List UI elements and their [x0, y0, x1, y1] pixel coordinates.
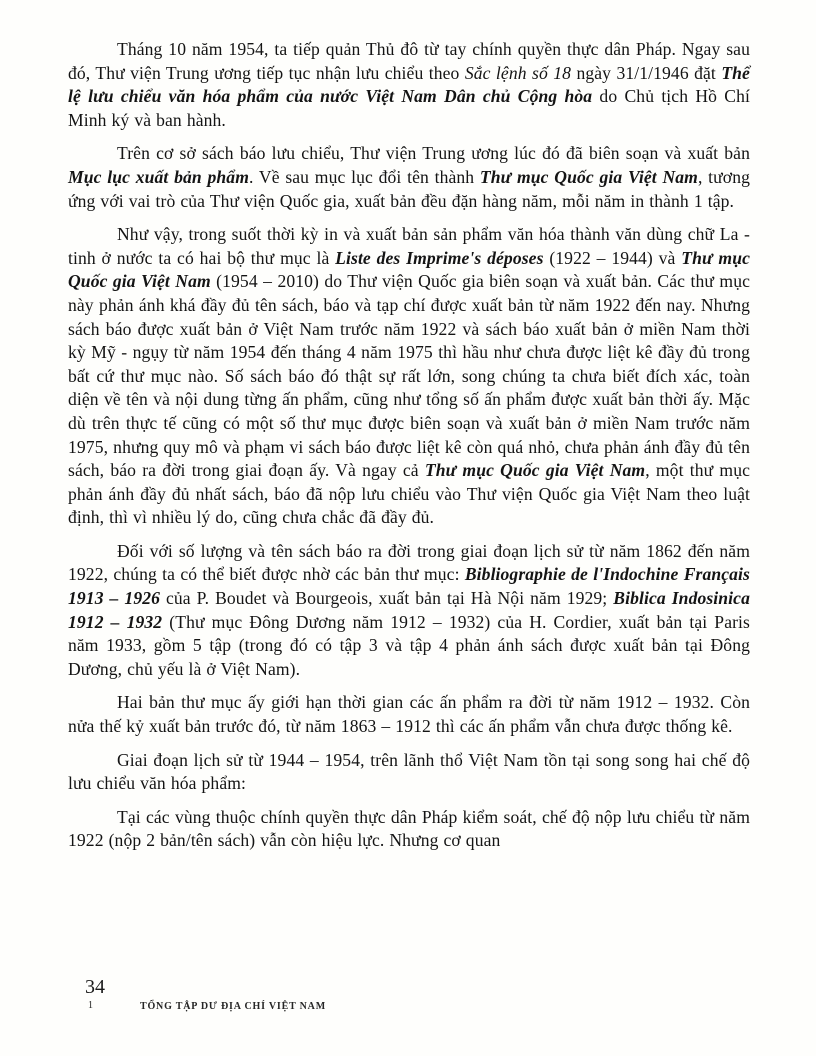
- text-run: của P. Boudet và Bourgeois, xuất bản tại Hà Nội năm 1929;: [160, 588, 614, 609]
- paragraph: [68, 223, 750, 530]
- text-run: Tại các vùng thuộc chính quyền thực dân Pháp kiểm soát, chế độ nộp lưu chiểu từ năm 1922 (nộp 2 bản/tên sách) vẫn còn hiệu lực. Nhưng cơ quan: [68, 806, 750, 851]
- text-run: . Về sau mục lục đổi tên thành: [249, 166, 480, 187]
- text-run: Như vậy, trong suốt thời kỳ in và xuất bản sản phẩm văn hóa thành văn dùng chữ La - tinh ở nước ta có hai bộ thư mục là: [68, 224, 750, 268]
- work-title-emphasis: Thư mục Quốc gia Việt Nam: [479, 166, 698, 187]
- paragraph: [68, 540, 750, 682]
- text-run: , tương ứng với vai trò của Thư viện Quốc gia, xuất bản đều đặn hàng năm, mỗi năm in thành 1 tập.: [68, 166, 751, 211]
- text-run: (Thư mục Đông Dương năm 1912 – 1932) của H. Cordier, xuất bản tại Paris năm 1933, gồm 5 tập (trong đó có tập 3 và tập 4 phản ánh sách được xuất bản tại Đông Dương, chủ yếu là ở Việt Nam).: [68, 611, 750, 679]
- text-run: Giai đoạn lịch sử từ 1944 – 1954, trên lãnh thổ Việt Nam tồn tại song song hai chế độ lưu chiểu văn hóa phẩm:: [68, 749, 750, 794]
- paragraph: [68, 142, 750, 213]
- work-title-emphasis: Thư mục Quốc gia Việt Nam: [424, 460, 646, 481]
- text-run: Đối với số lượng và tên sách báo ra đời trong giai đoạn lịch sử từ năm 1862 đến năm 1922, chúng ta có thể biết được nhờ các bản thư mục:: [68, 540, 750, 585]
- paragraph: [68, 806, 750, 853]
- text-run: do Chủ tịch Hồ Chí Minh ký và ban hành.: [68, 86, 750, 130]
- text-run: Trên cơ sở sách báo lưu chiểu, Thư viện Trung ương lúc đó đã biên soạn và xuất bản: [117, 143, 750, 164]
- work-title-emphasis: Bibliographie de l'Indochine Français 1913 – 1926: [68, 564, 750, 609]
- work-title-emphasis: Thể lệ lưu chiểu văn hóa phẩm của nước Việt Nam Dân chủ Cộng hòa: [68, 62, 750, 107]
- work-title-emphasis: Mục lục xuất bản phẩm: [68, 166, 249, 187]
- text-run: , một thư mục phản ánh đầy đủ nhất sách, báo đã nộp lưu chiểu vào Thư viện Quốc gia Việt Nam theo luật định, thì vì nhiều lý do, cũng chưa chắc đã đầy đủ.: [68, 460, 751, 528]
- work-title-emphasis: Liste des Imprime's déposes: [335, 247, 544, 268]
- page-number: 34: [85, 976, 105, 998]
- text-run: Hai bản thư mục ấy giới hạn thời gian các ấn phẩm ra đời từ năm 1912 – 1932. Còn nửa thế kỷ xuất bản trước đó, từ năm 1863 – 1912 thì các ấn phẩm vẫn chưa được thống kê.: [68, 692, 750, 737]
- page-footer: [85, 976, 685, 1012]
- work-title-emphasis: Biblica Indosinica 1912 – 1932: [68, 588, 750, 632]
- paragraph: [68, 38, 750, 132]
- running-title: TỔNG TẬP DƯ ĐỊA CHÍ VIỆT NAM: [140, 1001, 326, 1012]
- paragraph: [68, 691, 750, 738]
- text-run: (1954 – 2010) do Thư viện Quốc gia biên soạn và xuất bản. Các thư mục này phản ánh khá đầy đủ tên sách, báo và tạp chí được xuất bản từ năm 1922 đến nay. Nhưng sách báo được xuất bản ở Việt Nam trước năm 1922 và sách báo xuất bản ở miền Nam thời kỳ Mỹ - ngụy từ năm 1954 đến tháng 4 năm 1975 thì hầu như chưa được liệt kê đầy đủ trong bất cứ thư mục nào. Số sách báo đó thật sự rất lớn, song chúng ta chưa biết đích xác, toàn diện về tên và nội dung từng ấn phẩm, cũng như tổng số ấn phẩm được xuất bản thời ấy. Mặc dù trên thực tế cũng có một số thư mục được biên soạn và xuất bản ở miền Nam trước năm 1975, nhưng quy mô và phạm vi sách báo được liệt kê còn quá nhỏ, chưa phản ánh đầy đủ tên sách, báo ra đời trong giai đoạn ấy. Và ngay cả: [68, 271, 750, 481]
- footnote-mark: 1: [88, 1000, 93, 1011]
- text-run: (1922 – 1944) và: [543, 247, 682, 268]
- text-run: Tháng 10 năm 1954, ta tiếp quản Thủ đô từ tay chính quyền thực dân Pháp. Ngay sau đó, Thư viện Trung ương tiếp tục nhận lưu chiểu theo: [68, 39, 750, 83]
- emphasis: Sắc lệnh số 18: [464, 62, 572, 83]
- page-text: [68, 38, 750, 863]
- paragraph: [68, 749, 750, 796]
- text-run: ngày 31/1/1946 đặt: [571, 62, 722, 83]
- work-title-emphasis: Thư mục Quốc gia Việt Nam: [68, 247, 750, 292]
